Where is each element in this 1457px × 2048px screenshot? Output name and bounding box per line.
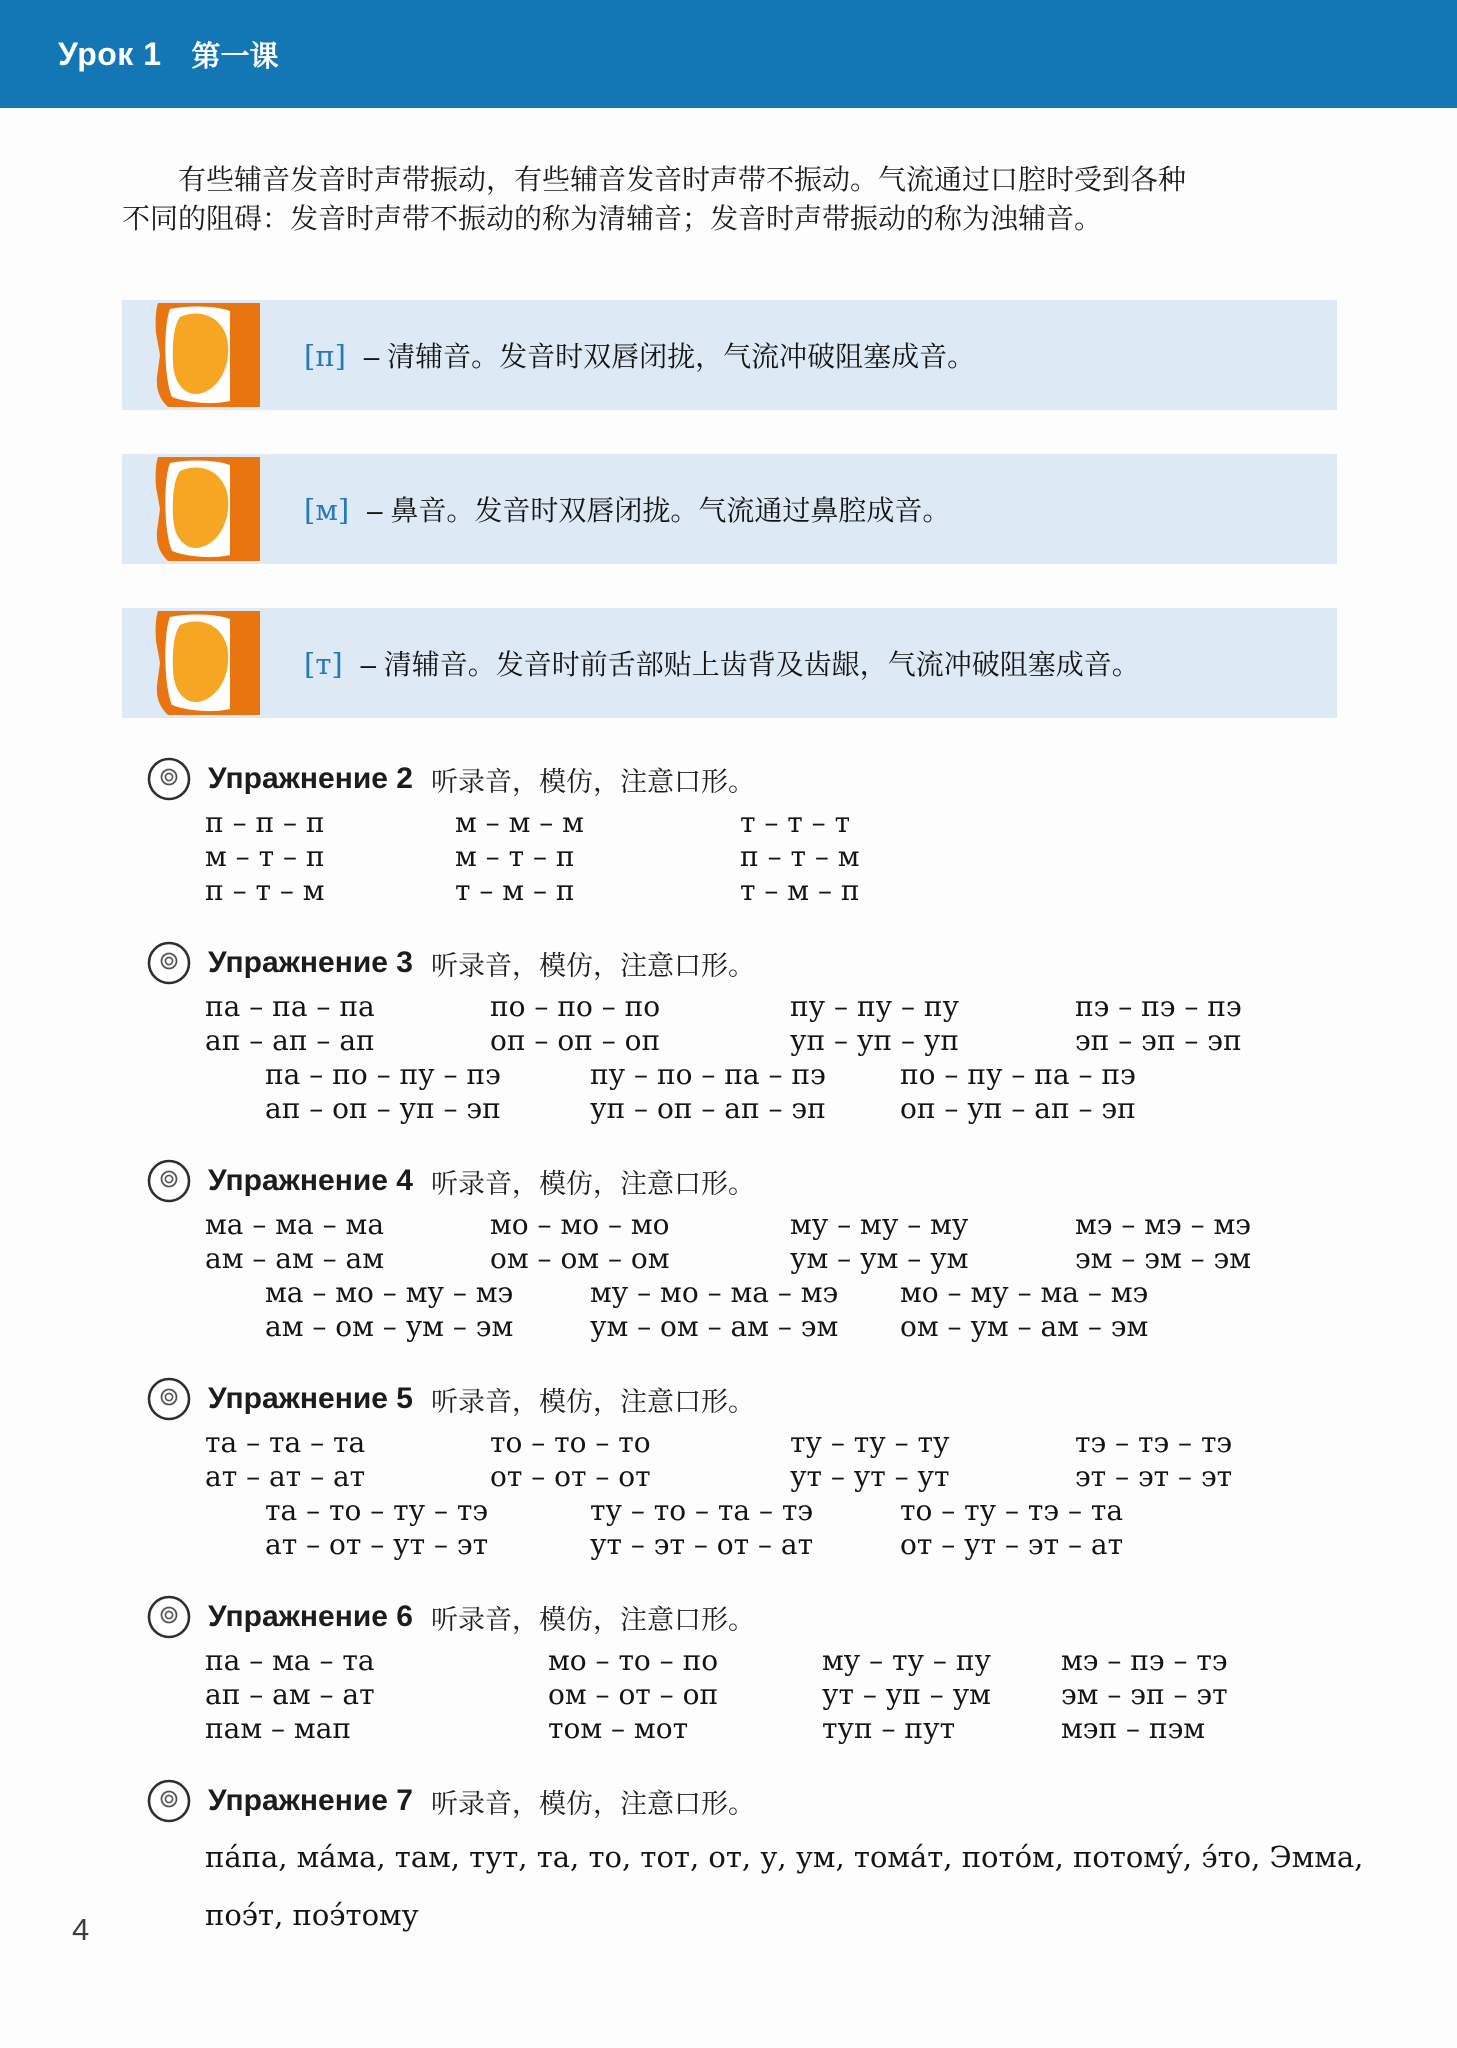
- drill-row: [205, 1208, 1457, 1242]
- exercise-instruction: 听录音，模仿，注意口形。: [431, 1788, 755, 1819]
- drill-cell: ут – уп – ум: [822, 1678, 991, 1711]
- drill-cell: эт – эт – эт: [1075, 1460, 1233, 1493]
- phoneme-explanation: – 鼻音。发音时双唇闭拢。气流通过鼻腔成音。: [366, 495, 951, 526]
- drill-cell: ом – от – оп: [548, 1678, 719, 1711]
- drill-cell: эп – эп – эп: [1075, 1024, 1242, 1057]
- sound-box-p: [122, 300, 1337, 410]
- drill-cell: мо – мо – мо: [490, 1208, 670, 1241]
- exercise-rows: [205, 990, 1457, 1126]
- exercise-rows: [205, 1828, 1457, 1944]
- sound-description: [304, 489, 950, 529]
- intro-paragraph: [122, 160, 1357, 238]
- drill-cell: ма – ма – ма: [205, 1208, 385, 1241]
- audio-disc-icon: [146, 1376, 192, 1422]
- drill-cell: тэ – тэ – тэ: [1075, 1426, 1233, 1459]
- exercises: [0, 758, 1457, 1944]
- drill-cell: туп – пут: [822, 1712, 956, 1745]
- drill-cell: ту – то – та – тэ: [590, 1494, 814, 1527]
- drill-cell: уп – уп – уп: [790, 1024, 960, 1057]
- exercise-section: [0, 758, 1457, 908]
- exercise-header: [146, 1780, 1457, 1822]
- drill-cell: ум – ум – ум: [790, 1242, 969, 1275]
- drill-cell: та – то – ту – тэ: [265, 1494, 489, 1527]
- drill-cell: ом – ум – ам – эм: [900, 1310, 1149, 1343]
- drill-cell: т – т – т: [740, 806, 851, 839]
- exercise-title: Упражнение 4: [208, 1164, 413, 1197]
- intro-line: 有些辅音发音时声带振动，有些辅音发音时声带不振动。气流通过口腔时受到各种: [178, 164, 1187, 195]
- drill-cell: т – м – п: [740, 874, 860, 907]
- mouth-profile-icon: [154, 611, 264, 715]
- page-number: 4: [72, 1912, 90, 1947]
- drill-cell: пу – по – па – пэ: [590, 1058, 826, 1091]
- exercise-header: [146, 942, 1457, 984]
- audio-disc-icon: [146, 1778, 192, 1824]
- sound-description: [304, 643, 1140, 683]
- drill-cell: пу – пу – пу: [790, 990, 960, 1023]
- drill-cell: ту – ту – ту: [790, 1426, 950, 1459]
- drill-row: [205, 874, 1457, 908]
- drill-row: [205, 1712, 1457, 1746]
- drill-cell: ут – эт – от – ат: [590, 1528, 814, 1561]
- drill-cell: ум – ом – ам – эм: [590, 1310, 839, 1343]
- phoneme-explanation: – 清辅音。发音时前舌部贴上齿背及齿龈，气流冲破阻塞成音。: [360, 649, 1140, 680]
- drill-cell: па – па – па: [205, 990, 375, 1023]
- drill-row: [205, 1678, 1457, 1712]
- drill-cell: поэ́т, поэ́тому: [205, 1898, 419, 1932]
- drill-cell: ап – оп – уп – эп: [265, 1092, 501, 1125]
- mouth-profile-icon: [154, 303, 264, 407]
- drill-cell: ам – ом – ум – эм: [265, 1310, 514, 1343]
- drill-row: [205, 840, 1457, 874]
- exercise-instruction: 听录音，模仿，注意口形。: [431, 1604, 755, 1635]
- drill-row: [205, 1426, 1457, 1460]
- drill-cell: эм – эм – эм: [1075, 1242, 1251, 1275]
- drill-cell: па́па, ма́ма, там, тут, та, то, тот, от, у, ум, тома́т, пото́м, потому́, э́то, Эмма,: [205, 1840, 1364, 1874]
- drill-row: [205, 990, 1457, 1024]
- drill-cell: м – т – п: [455, 840, 575, 873]
- drill-cell: ом – ом – ом: [490, 1242, 670, 1275]
- drill-cell: м – т – п: [205, 840, 325, 873]
- exercise-section: [0, 1780, 1457, 1944]
- exercise-section: [0, 942, 1457, 1126]
- drill-cell: ап – ам – ат: [205, 1678, 375, 1711]
- drill-cell: ат – ат – ат: [205, 1460, 366, 1493]
- drill-cell: мо – му – ма – мэ: [900, 1276, 1149, 1309]
- drill-cell: мэ – пэ – тэ: [1061, 1644, 1228, 1677]
- drill-cell: ап – ап – ап: [205, 1024, 375, 1057]
- exercise-title: Упражнение 3: [208, 946, 413, 979]
- exercise-title: Упражнение 2: [208, 762, 413, 795]
- drill-row: [265, 1494, 1457, 1528]
- drill-cell: от – ут – эт – ат: [900, 1528, 1124, 1561]
- drill-cell: му – ту – пу: [822, 1644, 991, 1677]
- exercise-section: [0, 1160, 1457, 1344]
- drill-cell: пам – мап: [205, 1712, 352, 1745]
- phoneme-label: [т]: [304, 647, 343, 681]
- drill-row: [205, 1886, 1457, 1944]
- exercise-header: [146, 1160, 1457, 1202]
- drill-cell: п – п – п: [205, 806, 325, 839]
- exercise-title: Упражнение 7: [208, 1784, 413, 1817]
- drill-row: [265, 1092, 1457, 1126]
- exercise-instruction: 听录音，模仿，注意口形。: [431, 950, 755, 981]
- drill-row: [205, 1242, 1457, 1276]
- exercise-rows: [205, 1426, 1457, 1562]
- drill-row: [205, 1644, 1457, 1678]
- sound-box-m: [122, 454, 1337, 564]
- exercise-instruction: 听录音，模仿，注意口形。: [431, 1386, 755, 1417]
- drill-cell: мо – то – по: [548, 1644, 719, 1677]
- audio-disc-icon: [146, 940, 192, 986]
- drill-cell: ат – от – ут – эт: [265, 1528, 489, 1561]
- drill-cell: мэп – пэм: [1061, 1712, 1206, 1745]
- drill-cell: оп – оп – оп: [490, 1024, 661, 1057]
- drill-row: [265, 1528, 1457, 1562]
- drill-cell: уп – оп – ап – эп: [590, 1092, 826, 1125]
- drill-row: [205, 806, 1457, 840]
- drill-cell: му – мо – ма – мэ: [590, 1276, 839, 1309]
- drill-cell: от – от – от: [490, 1460, 651, 1493]
- exercise-instruction: 听录音，模仿，注意口形。: [431, 1168, 755, 1199]
- drill-cell: та – та – та: [205, 1426, 366, 1459]
- exercise-rows: [205, 1208, 1457, 1344]
- drill-cell: м – м – м: [455, 806, 584, 839]
- exercise-section: [0, 1596, 1457, 1746]
- drill-cell: по – пу – па – пэ: [900, 1058, 1136, 1091]
- drill-cell: т – м – п: [455, 874, 575, 907]
- drill-row: [265, 1310, 1457, 1344]
- drill-cell: то – ту – тэ – та: [900, 1494, 1124, 1527]
- drill-cell: му – му – му: [790, 1208, 969, 1241]
- sound-description: [304, 335, 975, 375]
- drill-row: [205, 1828, 1457, 1886]
- exercise-title: Упражнение 5: [208, 1382, 413, 1415]
- lesson-header-bar: [0, 0, 1457, 108]
- phoneme-label: [п]: [304, 339, 346, 373]
- audio-disc-icon: [146, 1158, 192, 1204]
- exercise-header: [146, 1596, 1457, 1638]
- exercise-rows: [205, 1644, 1457, 1746]
- drill-cell: ут – ут – ут: [790, 1460, 950, 1493]
- phoneme-label: [м]: [304, 493, 350, 527]
- exercise-instruction: 听录音，模仿，注意口形。: [431, 766, 755, 797]
- exercise-section: [0, 1378, 1457, 1562]
- drill-cell: па – ма – та: [205, 1644, 375, 1677]
- audio-disc-icon: [146, 756, 192, 802]
- lesson-title-chinese: 第一课: [191, 40, 279, 73]
- drill-row: [265, 1058, 1457, 1092]
- drill-row: [205, 1024, 1457, 1058]
- drill-cell: то – то – то: [490, 1426, 651, 1459]
- drill-cell: мэ – мэ – мэ: [1075, 1208, 1251, 1241]
- drill-row: [205, 1460, 1457, 1494]
- drill-cell: п – т – м: [205, 874, 325, 907]
- exercise-header: [146, 1378, 1457, 1420]
- intro-line: 不同的阻碍：发音时声带不振动的称为清辅音；发音时声带振动的称为浊辅音。: [122, 203, 1103, 234]
- drill-cell: эм – эп – эт: [1061, 1678, 1228, 1711]
- drill-cell: ам – ам – ам: [205, 1242, 385, 1275]
- sound-box-t: [122, 608, 1337, 718]
- exercise-header: [146, 758, 1457, 800]
- drill-cell: пэ – пэ – пэ: [1075, 990, 1242, 1023]
- audio-disc-icon: [146, 1594, 192, 1640]
- drill-cell: оп – уп – ап – эп: [900, 1092, 1136, 1125]
- phoneme-explanation: – 清辅音。发音时双唇闭拢，气流冲破阻塞成音。: [363, 341, 976, 372]
- lesson-title-russian: Урок 1: [58, 35, 162, 72]
- drill-cell: том – мот: [548, 1712, 689, 1745]
- exercise-title: Упражнение 6: [208, 1600, 413, 1633]
- drill-cell: п – т – м: [740, 840, 860, 873]
- drill-cell: ма – мо – му – мэ: [265, 1276, 514, 1309]
- mouth-profile-icon: [154, 457, 264, 561]
- exercise-rows: [205, 806, 1457, 908]
- drill-row: [265, 1276, 1457, 1310]
- drill-cell: па – по – пу – пэ: [265, 1058, 501, 1091]
- drill-cell: по – по – по: [490, 990, 661, 1023]
